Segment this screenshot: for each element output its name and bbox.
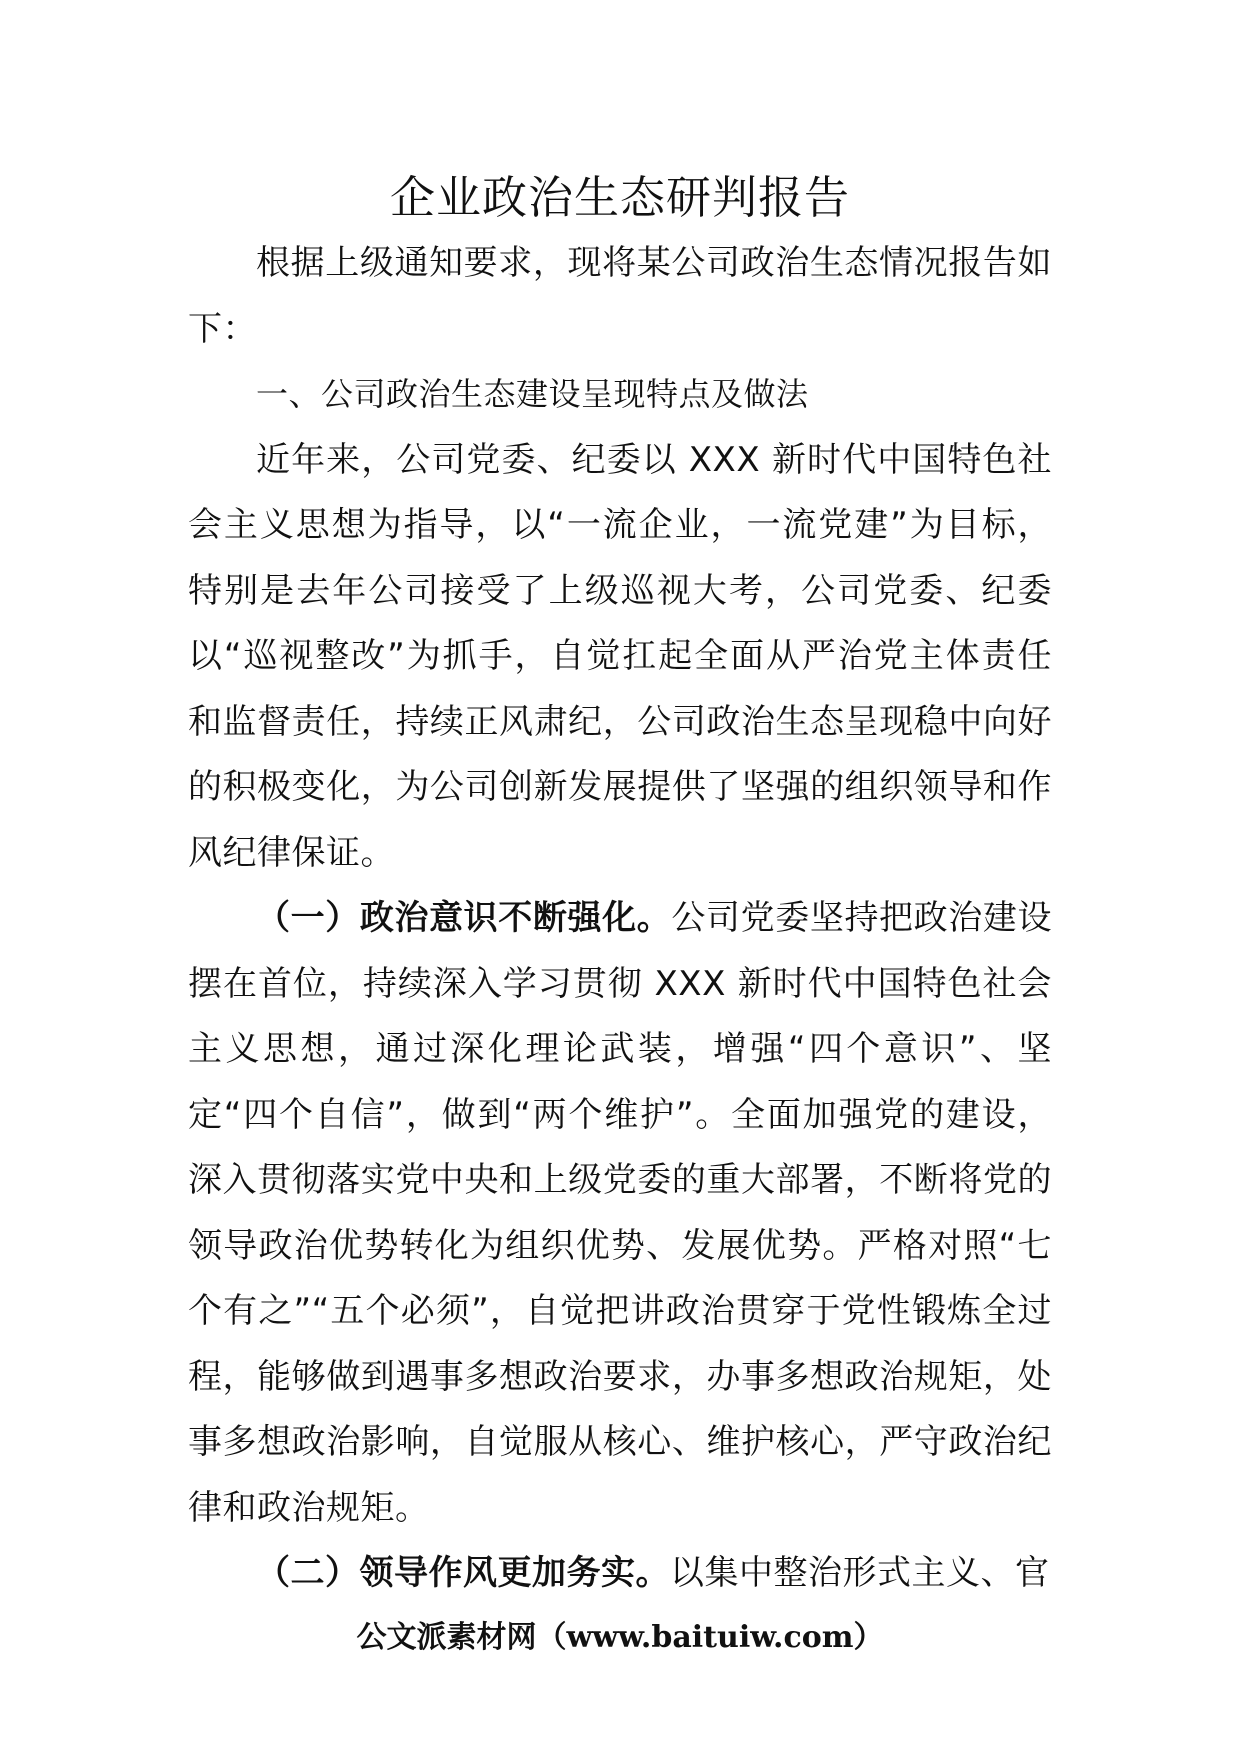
intro-paragraph: 根据上级通知要求，现将某公司政治生态情况报告如下： bbox=[188, 243, 1052, 349]
document-body bbox=[188, 231, 1052, 1607]
point-2-body: 以集中整治形式主义、官 bbox=[670, 1553, 1050, 1593]
point-2-lead: （二）领导作风更加务实。 bbox=[256, 1553, 670, 1593]
section-heading: 一、公司政治生态建设呈现特点及做法 bbox=[256, 375, 809, 413]
point-paragraph-2 bbox=[188, 1541, 1052, 1607]
point-1-body: 公司党委坚持把政治建设摆在首位，持续深入学习贯彻 XXX 新时代中国特色社会主义思想，通过深化理论武装，增强“四个意识”、坚定“四个自信”，做到“两个维护”。全面加强党的建设，深入贯彻落实党中央和上级党委的重大部署，不断将党的领导政治优势转化为组织优势、发展优势。严格对照“七个有之”“五个必须”，自觉把讲政治贯穿于党性锻炼全过程，能够做到遇事多想政治要求，办事多想政治规矩，处事多想政治影响，自觉服从核心、维护核心，严守政治纪律和政治规矩。 bbox=[188, 898, 1053, 1528]
section-paragraph: 近年来，公司党委、纪委以 XXX 新时代中国特色社会主义思想为指导，以“一流企业，一流党建”为目标，特别是去年公司接受了上级巡视大考，公司党委、纪委以“巡视整改”为抓手，自觉扛起全面从严治党主体责任和监督责任，持续正风肃纪，公司政治生态呈现稳中向好的积极变化，为公司创新发展提供了坚强的组织领导和作风纪律保证。 bbox=[188, 439, 1052, 873]
point-1-lead: （一）政治意识不断强化。 bbox=[256, 898, 672, 938]
point-paragraph-1 bbox=[188, 886, 1052, 1541]
document-title: 企业政治生态研判报告 bbox=[389, 171, 850, 224]
footer-watermark: 公文派素材网（www.baituiw.com） bbox=[356, 1620, 884, 1655]
